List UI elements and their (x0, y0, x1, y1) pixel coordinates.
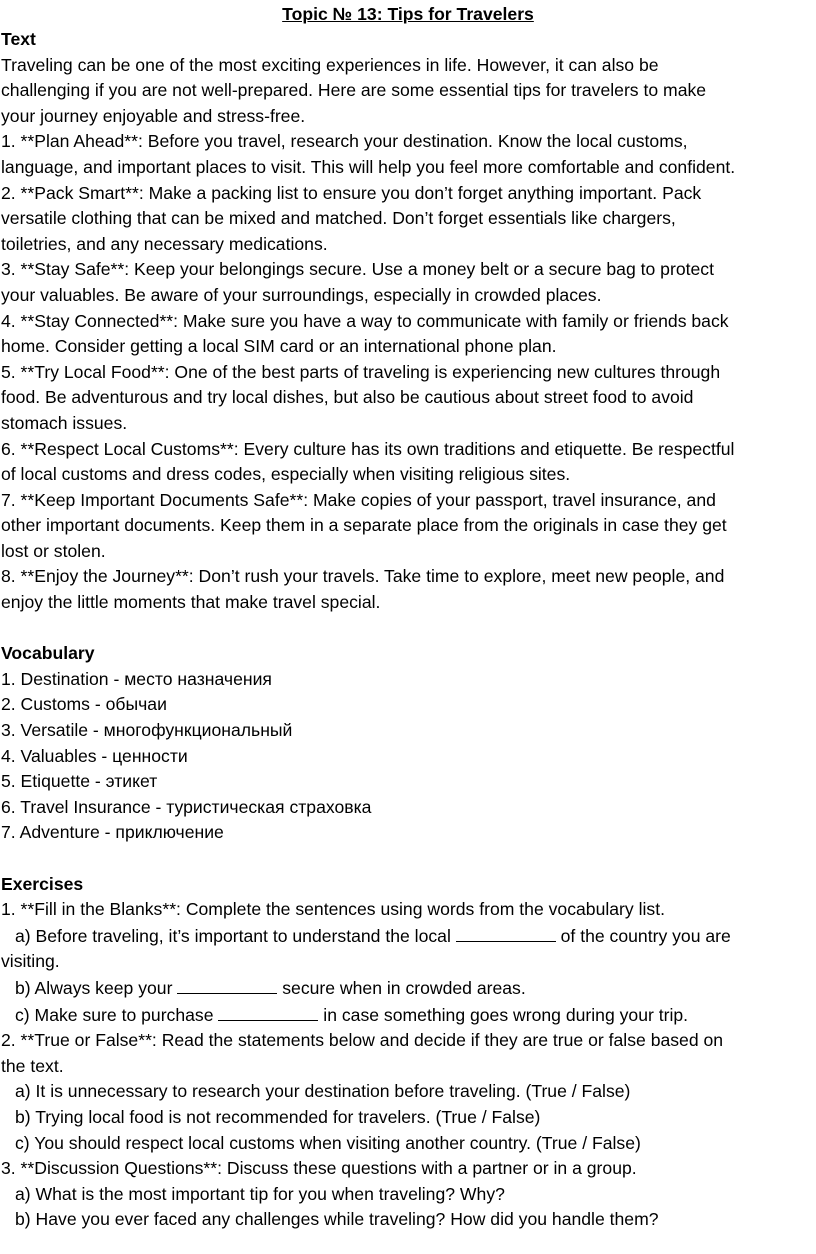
tip-line: 8. **Enjoy the Journey**: Don’t rush your travels. Take time to explore, meet new people, and (1, 566, 725, 587)
exercise-1c-before: c) Make sure to purchase (15, 1004, 219, 1025)
tip-line: 7. **Keep Important Documents Safe**: Make copies of your passport, travel insurance, and (1, 489, 716, 510)
fill-blank (218, 1002, 318, 1021)
vocabulary-item: 5. Etiquette - этикет (1, 771, 158, 792)
tip-line: 1. **Plan Ahead**: Before you travel, research your destination. Know the local customs, (1, 131, 688, 152)
exercise-1b (1, 975, 813, 1002)
tip-line: other important documents. Keep them in a separate place from the originals in case they get (1, 515, 727, 536)
tip-line: stomach issues. (1, 412, 128, 433)
tip-line: lost or stolen. (1, 540, 106, 561)
spacer (1, 616, 813, 642)
exercise-1a (1, 923, 813, 950)
exercise-2-title: 2. **True or False**: Read the statements below and decide if they are true or false based on (1, 1030, 724, 1051)
tip-line: 5. **Try Local Food**: One of the best parts of traveling is experiencing new cultures through (1, 361, 721, 382)
intro-line: challenging if you are not well-prepared. Here are some essential tips for travelers to make (1, 80, 707, 101)
exercise-1b-before: b) Always keep your (15, 977, 178, 998)
text-heading: Text (1, 29, 36, 49)
intro-line: Traveling can be one of the most exciting experiences in life. However, it can also be (1, 54, 659, 75)
fill-blank (456, 923, 556, 942)
vocabulary-item: 1. Destination - место назначения (1, 668, 272, 689)
exercise-2-item: c) You should respect local customs when visiting another country. (True / False) (15, 1132, 641, 1153)
tip-line: versatile clothing that can be mixed and matched. Don’t forget essentials like chargers, (1, 208, 676, 229)
vocabulary-item: 2. Customs - обычаи (1, 694, 167, 715)
exercises-heading: Exercises (1, 873, 84, 894)
tip-line: home. Consider getting a local SIM card or an international phone plan. (1, 336, 557, 357)
exercise-1c-after: in case something goes wrong during your trip. (318, 1004, 689, 1025)
tip-line: 6. **Respect Local Customs**: Every culture has its own traditions and etiquette. Be respectful (1, 438, 735, 459)
exercise-3-title: 3. **Discussion Questions**: Discuss these questions with a partner or in a group. (1, 1158, 637, 1179)
tip-line: enjoy the little moments that make travel special. (1, 592, 381, 613)
tip-line: 2. **Pack Smart**: Make a packing list to ensure you don’t forget anything important. Pack (1, 182, 702, 203)
exercise-2-item: a) It is unnecessary to research your destination before traveling. (True / False) (15, 1081, 631, 1102)
exercise-1-title: 1. **Fill in the Blanks**: Complete the sentences using words from the vocabulary list. (1, 899, 665, 920)
exercise-2-item: b) Trying local food is not recommended for travelers. (True / False) (15, 1106, 541, 1127)
vocabulary-item: 7. Adventure - приключение (1, 822, 224, 843)
vocabulary-item: 4. Valuables - ценности (1, 745, 188, 766)
vocabulary-heading: Vocabulary (1, 643, 95, 664)
tip-line: toiletries, and any necessary medications. (1, 233, 328, 254)
document-body (1, 27, 813, 1233)
tip-line: 4. **Stay Connected**: Make sure you have a way to communicate with family or friends back (1, 310, 729, 331)
intro-line: your journey enjoyable and stress-free. (1, 105, 306, 126)
page-title: Topic № 13: Tips for Travelers (282, 4, 534, 24)
exercise-3-item: a) What is the most important tip for you when traveling? Why? (15, 1183, 505, 1204)
exercise-3-item: b) Have you ever faced any challenges while traveling? How did you handle them? (15, 1209, 659, 1230)
exercise-1b-after: secure when in crowded areas. (277, 977, 526, 998)
vocabulary-item: 6. Travel Insurance - туристическая страховка (1, 796, 372, 817)
tip-line: 3. **Stay Safe**: Keep your belongings secure. Use a money belt or a secure bag to protect (1, 259, 714, 280)
exercise-1c (1, 1002, 813, 1029)
exercise-1a-continued: visiting. (1, 951, 60, 972)
exercise-1a-before: a) Before traveling, it’s important to understand the local (15, 925, 456, 946)
tip-line: food. Be adventurous and try local dishes, but also be cautious about street food to avoid (1, 387, 694, 408)
spacer (1, 846, 813, 872)
vocabulary-item: 3. Versatile - многофункциональный (1, 720, 293, 741)
tip-line: language, and important places to visit. This will help you feel more comfortable and confident. (1, 156, 736, 177)
exercise-2-title-continued: the text. (1, 1055, 64, 1076)
tip-line: of local customs and dress codes, especially when visiting religious sites. (1, 464, 571, 485)
exercise-1a-after: of the country you are (555, 925, 731, 946)
fill-blank (177, 975, 277, 994)
tip-line: your valuables. Be aware of your surroundings, especially in crowded places. (1, 284, 602, 305)
